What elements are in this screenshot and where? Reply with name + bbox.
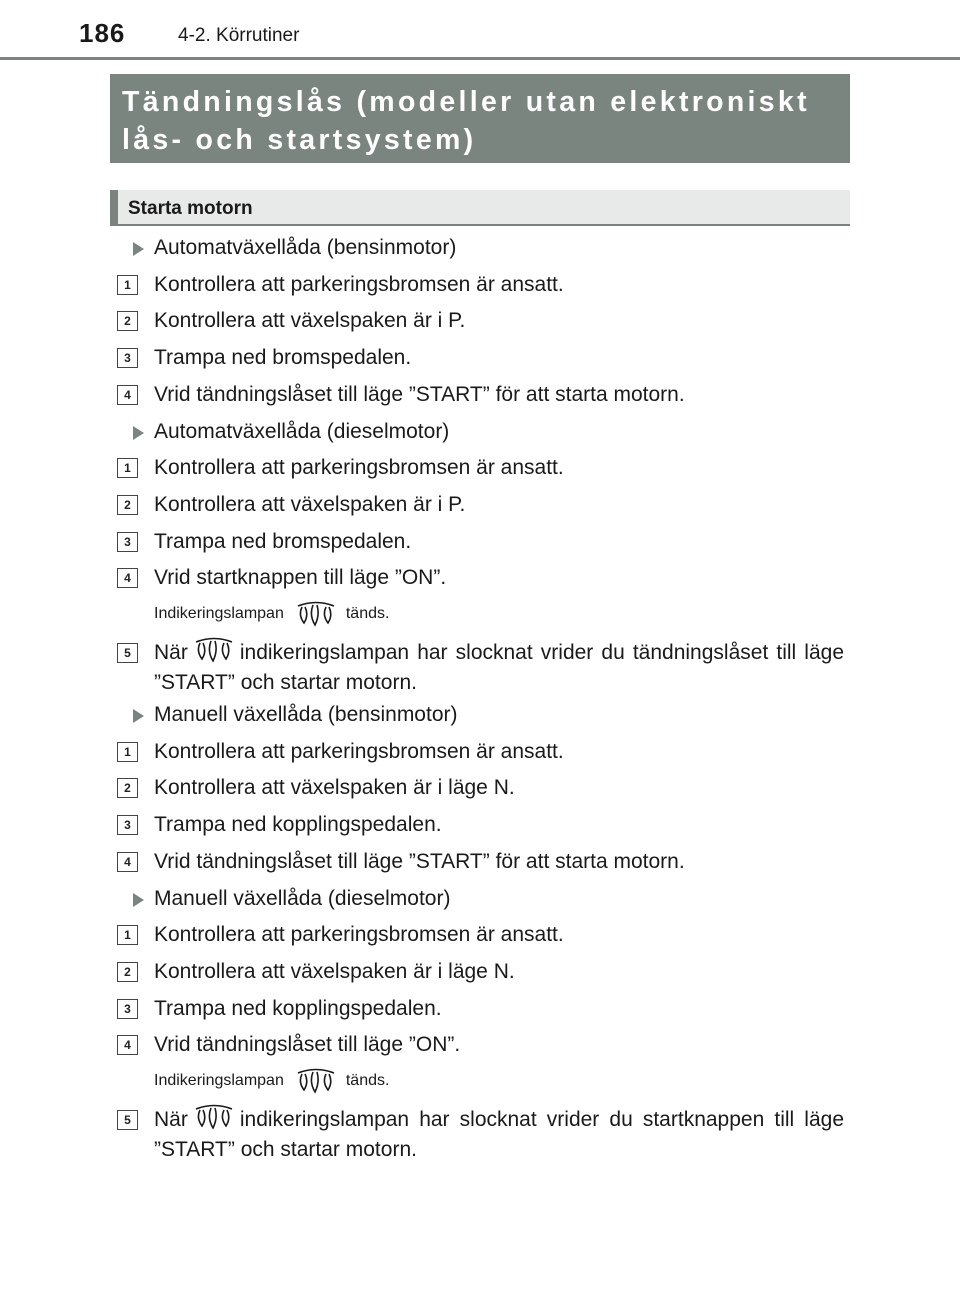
glow-plug-indicator-icon: [194, 1104, 234, 1130]
step-number-badge: 2: [117, 778, 138, 798]
condition-label: Automatväxellåda (dieselmotor): [154, 419, 450, 443]
step-number-badge: 3: [117, 532, 138, 552]
step-text-before: När: [154, 1108, 188, 1131]
title-line-2: lås- och startsystem): [122, 124, 477, 156]
step-number-badge: 4: [117, 385, 138, 405]
step-text: Kontrollera att parkeringsbromsen är ansatt.: [154, 456, 564, 480]
page-number: 186: [79, 18, 126, 48]
header-rule: [0, 57, 960, 60]
step-text: Kontrollera att växelspaken är i P.: [154, 492, 466, 516]
step-text: Kontrollera att växelspaken är i läge N.: [154, 776, 515, 800]
note-text-after: tänds.: [345, 605, 390, 623]
triangle-bullet-icon: [133, 242, 144, 256]
step-text-after: indikeringslampan har slocknat vrider du tändningslåset till läge ”START” och startar motorn.: [154, 641, 844, 694]
section-label: 4-2. Körrutiner: [178, 25, 300, 46]
step-number-badge: 2: [117, 311, 138, 331]
step-number-badge: 1: [117, 742, 138, 762]
step-text-wrapped: [154, 1104, 844, 1165]
condition-label: Manuell växellåda (dieselmotor): [154, 886, 451, 910]
step-text: Trampa ned kopplingspedalen.: [154, 996, 442, 1020]
step-number-badge: 2: [117, 495, 138, 515]
step-text: Trampa ned kopplingspedalen.: [154, 813, 442, 837]
step-text: Trampa ned bromspedalen.: [154, 346, 412, 370]
note-text-after: tänds.: [345, 1072, 390, 1090]
step-number-badge: 5: [117, 1110, 138, 1130]
step-number-badge: 3: [117, 348, 138, 368]
indicator-note: [154, 601, 389, 627]
step-number-badge: 1: [117, 458, 138, 478]
glow-plug-indicator-icon: [296, 601, 336, 627]
step-text: Trampa ned bromspedalen.: [154, 529, 412, 553]
subheading: [110, 190, 850, 226]
step-number-badge: 4: [117, 852, 138, 872]
condition-label: Automatväxellåda (bensinmotor): [154, 236, 457, 259]
page-title: [110, 74, 850, 163]
step-number-badge: 2: [117, 962, 138, 982]
page-header: [0, 0, 960, 60]
step-number-badge: 1: [117, 925, 138, 945]
triangle-bullet-icon: [133, 893, 144, 907]
condition-label: Manuell växellåda (bensinmotor): [154, 703, 458, 726]
step-text: Vrid tändningslåset till läge ”START” för att starta motorn.: [154, 382, 685, 406]
step-text: Vrid tändningslåset till läge ”START” för att starta motorn.: [154, 849, 685, 873]
step-number-badge: 4: [117, 1035, 138, 1055]
step-text: Kontrollera att växelspaken är i P.: [154, 309, 466, 333]
step-text-before: När: [154, 641, 188, 664]
step-text-wrapped: [154, 637, 844, 698]
step-number-badge: 3: [117, 815, 138, 835]
step-text: Kontrollera att parkeringsbromsen är ansatt.: [154, 923, 564, 947]
step-text: Vrid startknappen till läge ”ON”.: [154, 566, 447, 590]
step-number-badge: 1: [117, 275, 138, 295]
note-text-before: Indikeringslampan: [154, 605, 284, 623]
step-text: Kontrollera att parkeringsbromsen är ansatt.: [154, 739, 564, 763]
triangle-bullet-icon: [133, 709, 144, 723]
glow-plug-indicator-icon: [296, 1068, 336, 1094]
subheading-text: Starta motorn: [128, 198, 253, 219]
indicator-note: [154, 1068, 389, 1094]
step-text: Vrid tändningslåset till läge ”ON”.: [154, 1033, 461, 1057]
note-text-before: Indikeringslampan: [154, 1072, 284, 1090]
step-text: Kontrollera att parkeringsbromsen är ansatt.: [154, 272, 564, 296]
step-text: Kontrollera att växelspaken är i läge N.: [154, 959, 515, 983]
step-text-after: indikeringslampan har slocknat vrider du startknappen till läge ”START” och startar motorn.: [154, 1108, 844, 1161]
glow-plug-indicator-icon: [194, 637, 234, 663]
step-number-badge: 3: [117, 999, 138, 1019]
triangle-bullet-icon: [133, 426, 144, 440]
step-number-badge: 5: [117, 643, 138, 663]
step-number-badge: 4: [117, 568, 138, 588]
title-line-1: Tändningslås (modeller utan elektroniskt: [122, 86, 810, 118]
